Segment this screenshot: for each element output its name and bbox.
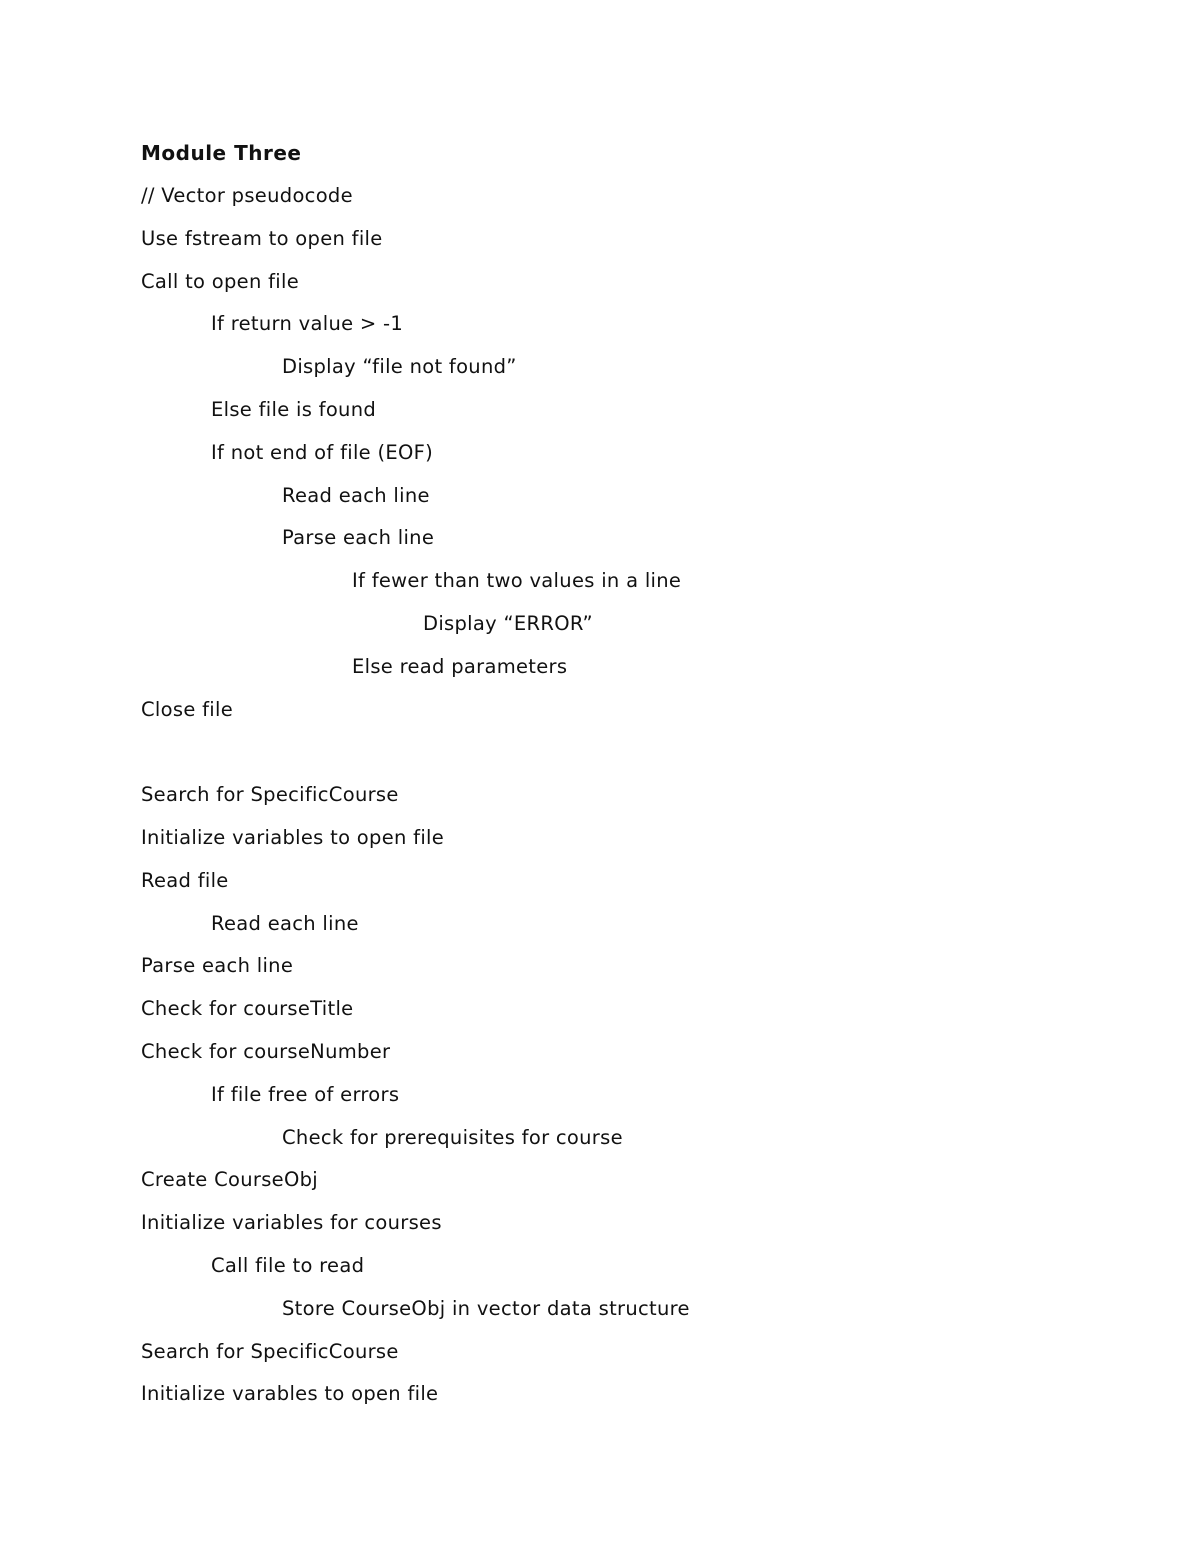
- pseudocode-line: Else file is found: [211, 397, 377, 421]
- pseudocode-line: Parse each line: [282, 526, 435, 550]
- pseudocode-line: If not end of file (EOF): [211, 440, 434, 464]
- pseudocode-line: Parse each line: [141, 954, 294, 978]
- pseudocode-line: Use fstream to open file: [141, 226, 383, 250]
- pseudocode-line: Read each line: [282, 483, 430, 507]
- pseudocode-line: Initialize variables for courses: [141, 1211, 442, 1235]
- pseudocode-line: Initialize variables to open file: [141, 825, 445, 849]
- pseudocode-line: Check for courseNumber: [141, 1039, 391, 1063]
- pseudocode-line: If return value > -1: [211, 312, 404, 336]
- pseudocode-line: Display “file not found”: [282, 355, 517, 379]
- pseudocode-line: Initialize varables to open file: [141, 1382, 439, 1406]
- pseudocode-line: Store CourseObj in vector data structure: [282, 1296, 690, 1320]
- pseudocode-line: Search for SpecificCourse: [141, 783, 399, 807]
- document-title: Module Three: [141, 141, 302, 165]
- pseudocode-line: Call file to read: [211, 1253, 365, 1277]
- pseudocode-line: If file free of errors: [211, 1082, 400, 1106]
- pseudocode-line: Create CourseObj: [141, 1168, 319, 1192]
- pseudocode-line: Read each line: [211, 911, 359, 935]
- blank-line: [141, 736, 1121, 779]
- pseudocode-line: Display “ERROR”: [423, 611, 593, 635]
- comment-line: // Vector pseudocode: [141, 184, 353, 207]
- pseudocode-line: Check for prerequisites for course: [282, 1125, 623, 1149]
- pseudocode-line: Search for SpecificCourse: [141, 1339, 399, 1363]
- pseudocode-line: Call to open file: [141, 269, 300, 293]
- pseudocode-line: If fewer than two values in a line: [352, 569, 682, 593]
- pseudocode-line: Check for courseTitle: [141, 997, 354, 1021]
- pseudocode-line: Read file: [141, 868, 229, 892]
- document-body: [141, 137, 1121, 1421]
- pseudocode-line: Close file: [141, 697, 234, 721]
- pseudocode-line: Else read parameters: [352, 654, 568, 678]
